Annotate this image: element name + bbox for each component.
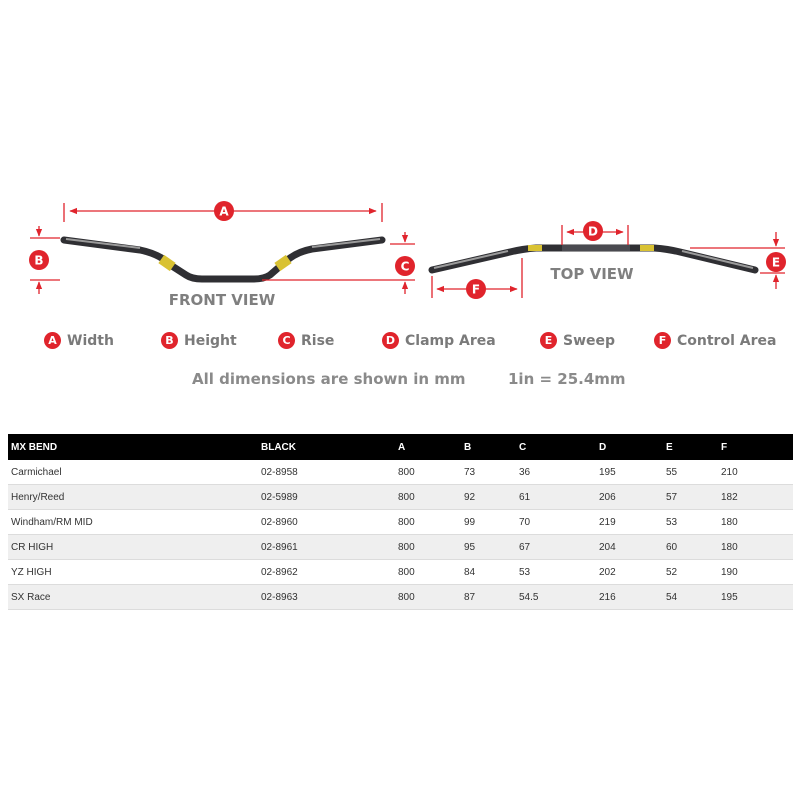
cell-bend: CR HIGH bbox=[8, 535, 258, 560]
cell-c: 54.5 bbox=[516, 585, 596, 610]
header-c: C bbox=[516, 434, 596, 460]
legend-badge-d: D bbox=[382, 332, 399, 349]
table-header-row bbox=[8, 434, 793, 460]
legend-badge-b: B bbox=[161, 332, 178, 349]
cell-part: 02-8960 bbox=[258, 510, 395, 535]
cell-e: 53 bbox=[663, 510, 718, 535]
units-note: All dimensions are shown in mm bbox=[192, 370, 466, 388]
cell-f: 190 bbox=[718, 560, 793, 585]
header-mx-bend: MX BEND bbox=[8, 434, 258, 460]
cell-e: 52 bbox=[663, 560, 718, 585]
table-row bbox=[8, 485, 793, 510]
cell-d: 202 bbox=[596, 560, 663, 585]
cell-b: 92 bbox=[461, 485, 516, 510]
cell-d: 204 bbox=[596, 535, 663, 560]
cell-b: 95 bbox=[461, 535, 516, 560]
cell-a: 800 bbox=[395, 460, 461, 485]
legend-item-sweep bbox=[540, 332, 615, 349]
cell-bend: Henry/Reed bbox=[8, 485, 258, 510]
cell-part: 02-5989 bbox=[258, 485, 395, 510]
cell-b: 87 bbox=[461, 585, 516, 610]
cell-b: 99 bbox=[461, 510, 516, 535]
cell-d: 219 bbox=[596, 510, 663, 535]
legend-label-control-area: Control Area bbox=[677, 332, 777, 349]
cell-bend: YZ HIGH bbox=[8, 560, 258, 585]
cell-part: 02-8962 bbox=[258, 560, 395, 585]
cell-b: 84 bbox=[461, 560, 516, 585]
conversion-note: 1in = 25.4mm bbox=[508, 370, 626, 388]
cell-f: 180 bbox=[718, 510, 793, 535]
cell-d: 216 bbox=[596, 585, 663, 610]
cell-c: 36 bbox=[516, 460, 596, 485]
cell-a: 800 bbox=[395, 510, 461, 535]
legend-label-clamp-area: Clamp Area bbox=[405, 332, 496, 349]
top-view-label: TOP VIEW bbox=[550, 265, 634, 283]
cell-c: 70 bbox=[516, 510, 596, 535]
cell-e: 54 bbox=[663, 585, 718, 610]
header-a: A bbox=[395, 434, 461, 460]
cell-e: 60 bbox=[663, 535, 718, 560]
legend-badge-f: F bbox=[654, 332, 671, 349]
cell-a: 800 bbox=[395, 585, 461, 610]
table-row bbox=[8, 560, 793, 585]
front-view-label: FRONT VIEW bbox=[168, 291, 276, 309]
legend-item-clamp-area bbox=[382, 332, 496, 349]
svg-text:E: E bbox=[771, 255, 781, 270]
front-view-handlebar bbox=[64, 239, 382, 279]
cell-f: 180 bbox=[718, 535, 793, 560]
dimension-legend bbox=[0, 332, 800, 356]
cell-a: 800 bbox=[395, 485, 461, 510]
cell-part: 02-8963 bbox=[258, 585, 395, 610]
bend-spec-table bbox=[8, 434, 793, 610]
cell-b: 73 bbox=[461, 460, 516, 485]
header-f: F bbox=[718, 434, 793, 460]
cell-a: 800 bbox=[395, 560, 461, 585]
legend-badge-c: C bbox=[278, 332, 295, 349]
cell-e: 57 bbox=[663, 485, 718, 510]
cell-f: 182 bbox=[718, 485, 793, 510]
header-black: BLACK bbox=[258, 434, 395, 460]
header-e: E bbox=[663, 434, 718, 460]
cell-part: 02-8961 bbox=[258, 535, 395, 560]
legend-badge-e: E bbox=[540, 332, 557, 349]
dimension-b bbox=[29, 226, 60, 294]
cell-bend: Windham/RM MID bbox=[8, 510, 258, 535]
cell-f: 195 bbox=[718, 585, 793, 610]
table-row bbox=[8, 460, 793, 485]
table-row bbox=[8, 585, 793, 610]
dimension-a bbox=[64, 201, 382, 222]
svg-text:D: D bbox=[588, 224, 598, 239]
legend-label-height: Height bbox=[184, 332, 237, 349]
cell-a: 800 bbox=[395, 535, 461, 560]
svg-text:A: A bbox=[219, 204, 229, 219]
svg-text:B: B bbox=[34, 253, 44, 268]
cell-bend: SX Race bbox=[8, 585, 258, 610]
dimension-d bbox=[562, 221, 628, 245]
legend-badge-a: A bbox=[44, 332, 61, 349]
cell-e: 55 bbox=[663, 460, 718, 485]
svg-text:C: C bbox=[400, 259, 410, 274]
legend-label-rise: Rise bbox=[301, 332, 335, 349]
cell-d: 195 bbox=[596, 460, 663, 485]
legend-item-rise bbox=[278, 332, 334, 349]
cell-f: 210 bbox=[718, 460, 793, 485]
legend-label-sweep: Sweep bbox=[563, 332, 616, 349]
legend-item-control-area bbox=[654, 332, 776, 349]
svg-text:F: F bbox=[471, 282, 481, 297]
legend-item-width bbox=[44, 332, 114, 349]
header-d: D bbox=[596, 434, 663, 460]
legend-label-width: Width bbox=[67, 332, 114, 349]
cell-d: 206 bbox=[596, 485, 663, 510]
cell-part: 02-8958 bbox=[258, 460, 395, 485]
legend-item-height bbox=[161, 332, 237, 349]
cell-c: 53 bbox=[516, 560, 596, 585]
table-row bbox=[8, 535, 793, 560]
header-b: B bbox=[461, 434, 516, 460]
cell-c: 61 bbox=[516, 485, 596, 510]
cell-c: 67 bbox=[516, 535, 596, 560]
cell-bend: Carmichael bbox=[8, 460, 258, 485]
table-row bbox=[8, 510, 793, 535]
